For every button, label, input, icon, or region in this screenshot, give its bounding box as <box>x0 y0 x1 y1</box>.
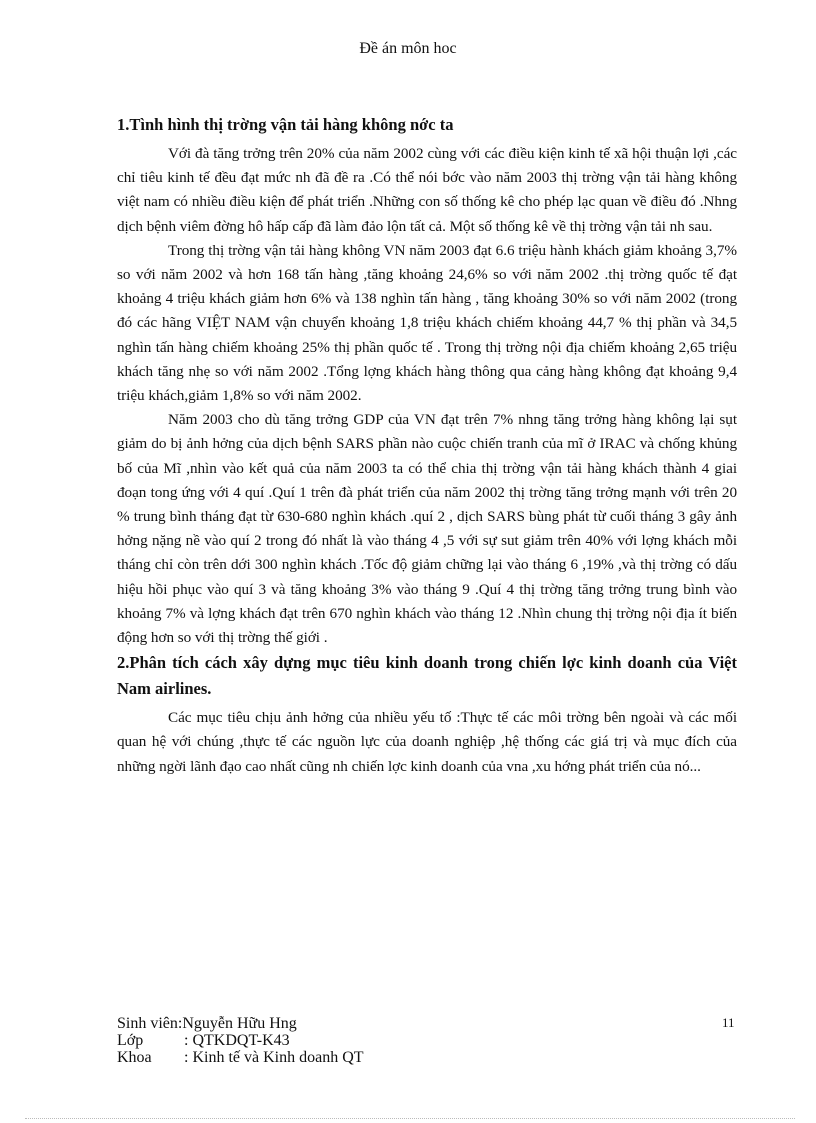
section-2-paragraph-1: Các mục tiêu chịu ảnh hởng của nhiều yếu tố :Thực tế các môi trờng bên ngoài và các mối quan hệ với chúng ,thực tế các nguồn lực của doanh nghiệp ,hệ thống các giá trị và mục đích của những ngời lãnh đạo cao nhất cũng nh chiến lợc kinh doanh của vna ,xu hớng phát triển của nó... <box>117 709 737 775</box>
section-1-paragraph-2: Trong thị trờng vận tải hàng không VN năm 2003 đạt 6.6 triệu hành khách giảm khoảng 3,7% so với năm 2002 và hơn 168 tấn hàng ,tăng khoảng 24,6% so với năm 2002 .thị trờng quốc tế đạt khoảng 4 triệu khách giảm hơn 6% và 138 nghìn tấn hàng , tăng khoảng 30% so với năm 2002 (trong đó các hãng VIỆT NAM vận chuyển khoảng 1,8 triệu khách chiếm khoảng 44,7 % thị phần và 34,5 nghìn tấn hàng chiếm khoảng 25% thị phần quốc tế . Trong thị trờng nội địa chiếm khoảng 2,65 triệu khách tăng nhẹ so với năm 2002 .Tổng lợng khách hàng thông qua cảng hàng không đạt khoảng 9,4 triệu khách,giảm 1,8% so với năm 2002. <box>117 241 737 405</box>
footer-student-label: Sinh viên: <box>117 1015 183 1032</box>
footer-faculty-row <box>117 1049 737 1066</box>
footer-faculty-label: Khoa <box>117 1049 152 1066</box>
footer-class-value: : QTKDQT-K43 <box>184 1032 290 1049</box>
page-bottom-divider <box>25 1118 795 1119</box>
footer-class-label: Lớp <box>117 1032 144 1049</box>
footer-student-name: Nguyễn Hữu Hng <box>182 1015 297 1032</box>
footer-faculty-value: : Kinh tế và Kinh doanh QT <box>184 1049 364 1066</box>
footer-class-row <box>117 1032 737 1049</box>
page-footer <box>117 1015 737 1066</box>
footer-student-row <box>117 1015 737 1032</box>
document-body <box>117 112 737 779</box>
section-1-paragraph-3: Năm 2003 cho dù tăng trởng GDP của VN đạt trên 7% nhng tăng trởng hàng không lại sụt giảm do bị ảnh hởng của dịch bệnh SARS phần nào cuộc chiến tranh của mĩ ở IRAC và chống khủng bố của Mĩ ,nhìn vào kết quả của năm 2003 ta có thể chia thị trờng vận tải hàng khách thành 4 giai đoạn tong ứng với 4 quí .Quí 1 trên đà phát triển của năm 2002 thị trờng tăng trởng mạnh với trên 20 % trung bình tháng đạt từ 630-680 nghìn khách .quí 2 , dịch SARS bùng phát từ cuối tháng 3 gây ảnh hởng nặng nề vào quí 2 trong đó nhất là vào tháng 4 ,5 với sự sut giảm trên 40% với lợng khách mỗi tháng chỉ còn trên dới 300 nghìn khách .Tốc độ giảm chững lại vào tháng 6 ,19% ,và thị trờng có dấu hiệu hồi phục vào quí 3 và tăng khoảng 3% vào tháng 9 .Quí 4 thị trờng tăng trởng trung bình vào khoảng 7% và lợng khách đạt trên 670 nghìn khách vào tháng 12 .Nhìn chung thị trờng nội địa ít biến động hơn so với thị trờng thế giới . <box>117 411 737 647</box>
section-1-heading: 1.Tình hình thị trờng vận tải hàng không nớc ta <box>117 115 454 134</box>
section-1-paragraph-1: Với đà tăng trởng trên 20% của năm 2002 cùng với các điều kiện kinh tế xã hội thuận lợi ,các chỉ tiêu kinh tế đều đạt mức nh đã đề ra .Có thể nói bớc vào năm 2003 thị trờng vận tải hàng không việt nam có nhiều điều kiện để phát triển .Những con số thống kê cho phép lạc quan về điều đó .Nhng dịch bệnh viêm đờng hô hấp cấp đã làm đảo lộn tất cả. Một số thống kê về thị trờng vận tải nh sau. <box>117 145 737 235</box>
page-header: Đề án môn hoc <box>359 40 457 57</box>
page-number: 11 <box>722 1015 735 1030</box>
section-2-heading: 2.Phân tích cách xây dựng mục tiêu kinh doanh trong chiến lợc kinh doanh của Việt Nam airlines. <box>117 653 737 699</box>
